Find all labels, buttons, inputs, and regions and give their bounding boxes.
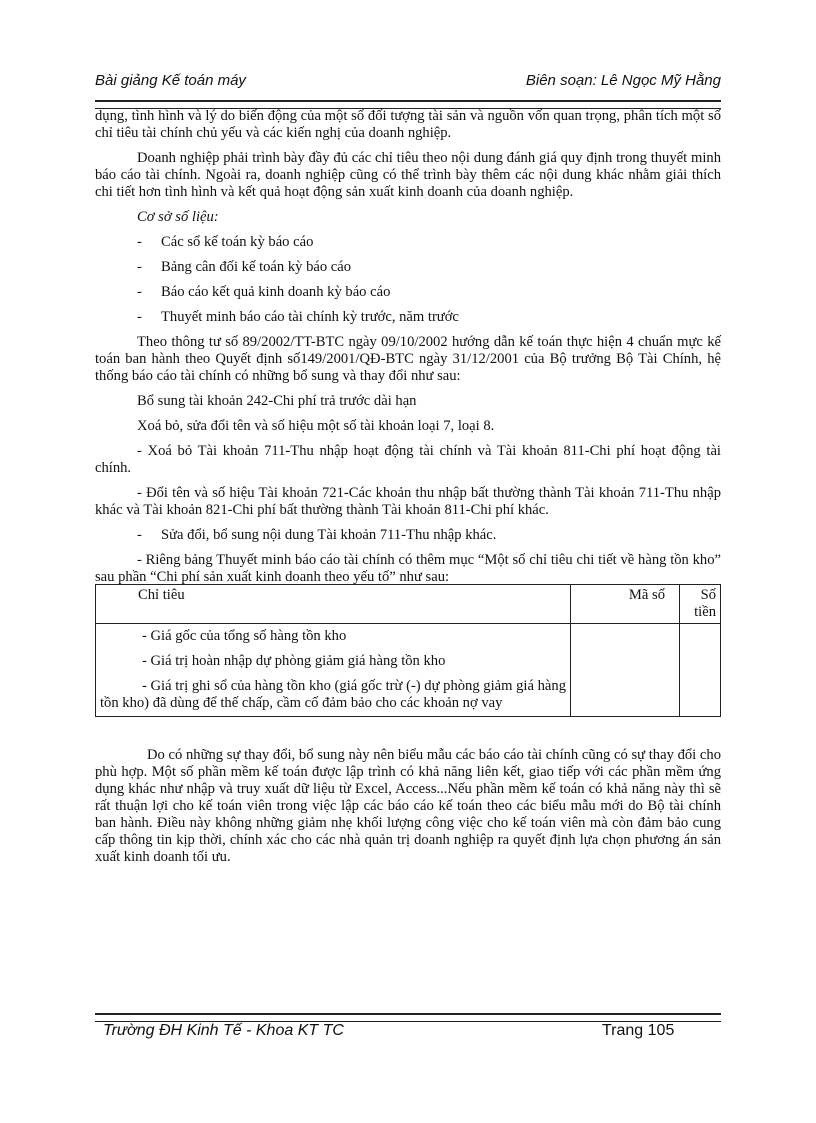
bullet-dash: -	[137, 309, 142, 325]
paragraph-7: - Đổi tên và số hiệu Tài khoản 721-Các khoản thu nhập bất thường thành Tài khoản 711-Thu nhập khác và Tài khoản 821-Chi phí bất thường thành Tài khoản 811-Chi phí khác.	[95, 485, 721, 518]
basis-item-3	[95, 284, 721, 301]
table-row-1: - Giá gốc của tổng số hàng tồn kho	[142, 628, 347, 644]
header-cell-code: Mã số	[571, 585, 680, 624]
table-header-row	[96, 585, 721, 624]
basis-item-text: Thuyết minh báo cáo tài chính kỳ trước, năm trước	[161, 309, 459, 325]
paragraph-4: Bổ sung tài khoản 242-Chi phí trả trước dài hạn	[137, 393, 417, 409]
table-cell-amount	[680, 624, 721, 717]
bullet-dash: -	[137, 284, 142, 300]
page-content	[95, 108, 721, 874]
table-row	[96, 624, 721, 717]
paragraph-3: Theo thông tư số 89/2002/TT-BTC ngày 09/10/2002 hướng dẫn kế toán thực hiện 4 chuẩn mực kế toán ban hành theo Quyết định số149/2001/QĐ-BTC ngày 31/12/2001 của Bộ trưởng Bộ Tài Chính, hệ thống báo cáo tài chính có những bổ sung và thay đổi như sau:	[95, 334, 721, 384]
footer-rule	[95, 1013, 721, 1022]
basis-item-1	[95, 234, 721, 251]
page-footer	[95, 1022, 721, 1046]
paragraph-8-text: Sửa đổi, bổ sung nội dung Tài khoản 711-Thu nhập khác.	[161, 527, 497, 543]
paragraph-6: - Xoá bỏ Tài khoản 711-Thu nhập hoạt động tài chính và Tài khoản 811-Chi phí hoạt động tài chính.	[95, 443, 721, 476]
inventory-table	[95, 584, 721, 717]
paragraph-8	[95, 527, 721, 544]
header-author: Biên soạn: Lê Ngọc Mỹ Hằng	[525, 72, 721, 89]
header-cell-indicator: Chỉ tiêu	[96, 585, 571, 624]
table-row-3: - Giá trị ghi sổ của hàng tồn kho (giá gốc trừ (-) dự phòng giảm giá hàng tồn kho) đã dùng để thế chấp, cầm cố đảm bảo cho các khoản nợ vay	[100, 678, 566, 711]
bullet-dash: -	[137, 234, 142, 250]
header-course-title: Bài giảng Kế toán máy	[95, 72, 246, 89]
basis-title: Cơ sở số liệu:	[137, 209, 219, 225]
header-cell-amount: Số tiền	[680, 585, 721, 624]
footer-school: Trường ĐH Kinh Tế - Khoa KT TC	[103, 1022, 344, 1039]
basis-item-text: Bảng cân đối kế toán kỳ báo cáo	[161, 259, 352, 275]
table-cell-code	[571, 624, 680, 717]
footer-page-number: Trang 105	[602, 1022, 675, 1039]
basis-item-text: Báo cáo kết quả kinh doanh kỳ báo cáo	[161, 284, 391, 300]
table-row-2: - Giá trị hoàn nhập dự phòng giảm giá hàng tồn kho	[142, 653, 446, 669]
bullet-dash: -	[137, 259, 142, 275]
basis-item-4	[95, 309, 721, 326]
basis-item-2	[95, 259, 721, 276]
paragraph-5: Xoá bỏ, sửa đổi tên và số hiệu một số tài khoản loại 7, loại 8.	[137, 418, 495, 434]
paragraph-2: Doanh nghiệp phải trình bày đầy đủ các chỉ tiêu theo nội dung đánh giá quy định trong thuyết minh báo cáo tài chính. Ngoài ra, doanh nghiệp cũng có thể trình bày thêm các nội dung khác nhằm giải thích chi tiết hơn tình hình và kết quả hoạt động sản xuất kinh doanh của doanh nghiệp.	[95, 150, 721, 200]
paragraph-10: Do có những sự thay đổi, bổ sung này nên biểu mẫu các báo cáo tài chính cũng có sự thay đổi cho phù hợp. Một số phần mềm kế toán được lập trình có khả năng liên kết, giao tiếp với các phần mềm ứng dụng khác như nhập và truy xuất dữ liệu từ Excel, Access...Nếu phần mềm kế toán có khả năng này thì sẽ rất thuận lợi cho kế toán viên trong việc lập các báo cáo kế toán theo các biểu mẫu mới do Bộ tài chính ban hành. Điều này không những giảm nhẹ khối lượng công việc cho kế toán viên mà còn đảm bảo cung cấp thông tin kịp thời, chính xác cho các nhà quản trị doanh nghiệp ra quyết định lựa chọn phương án sản xuất kinh doanh tối ưu.	[95, 747, 721, 865]
bullet-dash: -	[137, 527, 142, 543]
paragraph-9: - Riêng bảng Thuyết minh báo cáo tài chính có thêm mục “Một số chỉ tiêu chi tiết về hàng tồn kho” sau phần “Chi phí sản xuất kinh doanh theo yếu tố” như sau:	[95, 552, 721, 585]
paragraph-1: dụng, tình hình và lý do biến động của một số đối tượng tài sản và nguồn vốn quan trọng, phân tích một số chỉ tiêu tài chính chủ yếu và các kiến nghị của doanh nghiệp.	[95, 108, 721, 141]
table-cell-indicator	[96, 624, 571, 717]
page-header	[95, 72, 721, 96]
basis-item-text: Các sổ kế toán kỳ báo cáo	[161, 234, 314, 250]
